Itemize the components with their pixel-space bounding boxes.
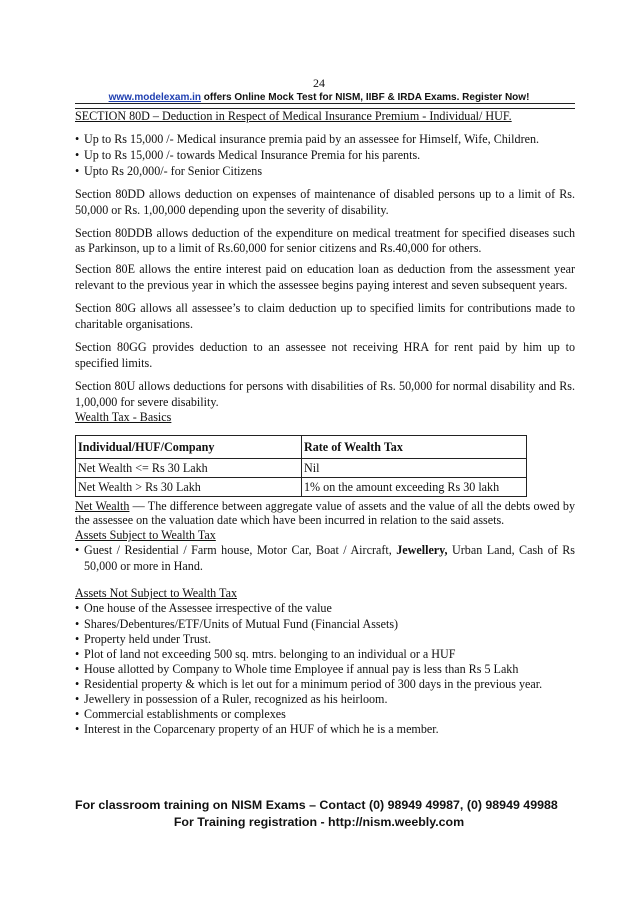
assets-not-subject-heading: Assets Not Subject to Wealth Tax bbox=[75, 586, 237, 601]
list-item: • Interest in the Coparcenary property of an HUF of which he is a member. bbox=[75, 722, 439, 737]
paragraph-80gg: Section 80GG provides deduction to an assessee not receiving HRA for rent paid by him up to specified limits. bbox=[75, 339, 575, 370]
paragraph-80u: Section 80U allows deductions for persons with disabilities of Rs. 50,000 for normal disability and Rs. 1,00,000 for severe disability. bbox=[75, 378, 575, 409]
list-item: • Property held under Trust. bbox=[75, 631, 211, 646]
footer-registration-line: For Training registration - http://nism.weebly.com bbox=[173, 815, 465, 829]
list-item: • Plot of land not exceeding 500 sq. mtrs. belonging to an individual or a HUF bbox=[75, 646, 456, 661]
table-header-row bbox=[76, 435, 527, 458]
net-wealth-term: Net Wealth bbox=[75, 498, 130, 513]
table-cell: 1% on the amount exceeding Rs 30 lakh bbox=[302, 477, 527, 496]
page-number: 24 bbox=[313, 76, 325, 90]
assets-subject-heading: Assets Subject to Wealth Tax bbox=[75, 527, 216, 542]
table-cell: Net Wealth > Rs 30 Lakh bbox=[76, 477, 302, 496]
table-row bbox=[76, 477, 527, 496]
paragraph-80ddb: Section 80DDB allows deduction of the expenditure on medical treatment for specified diseases such as Parkinson, up to a limit of Rs.60,000 for senior citizens and Rs.40,000 for others. bbox=[75, 225, 575, 256]
paragraph-80dd: Section 80DD allows deduction on expenses of maintenance of disabled persons up to a limit of Rs. 50,000 or Rs. 1,00,000 depending upon the severity of disability. bbox=[75, 186, 575, 217]
page-header bbox=[0, 92, 638, 103]
list-item: • Residential property & which is let out for a minimum period of 300 days in the previous year. bbox=[75, 676, 543, 691]
list-item: • Up to Rs 15,000 /- towards Medical Insurance Premia for his parents. bbox=[75, 147, 421, 162]
section-80d-list bbox=[75, 132, 575, 179]
list-item: • Upto Rs 20,000/- for Senior Citizens bbox=[75, 163, 263, 178]
table-header-cell: Individual/HUF/Company bbox=[76, 435, 302, 458]
list-item: • House allotted by Company to Whole time Employee if annual pay is less than Rs 5 Lakh bbox=[75, 661, 519, 676]
table-header-cell: Rate of Wealth Tax bbox=[302, 435, 527, 458]
list-item: • One house of the Assessee irrespective of the value bbox=[75, 601, 332, 616]
table-row bbox=[76, 458, 527, 477]
list-item: • Jewellery in possession of a Ruler, recognized as his heirloom. bbox=[75, 692, 388, 707]
net-wealth-text: — The difference between aggregate value of assets and the value of all the debts owed by the assessee on the valuation date which have been incurred in relation to the said assets. bbox=[75, 498, 575, 528]
header-tagline: offers Online Mock Test for NISM, IIBF & IRDA Exams. Register Now! bbox=[201, 92, 530, 103]
footer-contact-line: For classroom training on NISM Exams – Contact (0) 98949 49987, (0) 98949 49988 bbox=[75, 798, 558, 812]
table-cell: Nil bbox=[302, 458, 527, 477]
wealth-tax-table bbox=[75, 435, 527, 497]
table-cell: Net Wealth <= Rs 30 Lakh bbox=[76, 458, 302, 477]
list-item: • Guest / Residential / Farm house, Motor Car, Boat / Aircraft, Jewellery, Urban Land, Cash of Rs 50,000 or more in Hand. bbox=[75, 543, 575, 574]
paragraph-80e: Section 80E allows the entire interest paid on education loan as deduction from the assessment year relevant to the previous year in which the assessee begins paying interest and seven subsequent years. bbox=[75, 262, 575, 292]
net-wealth-definition bbox=[75, 499, 575, 528]
section-heading: SECTION 80D – Deduction in Respect of Medical Insurance Premium - Individual/ HUF. bbox=[75, 109, 512, 123]
wealth-tax-heading: Wealth Tax - Basics bbox=[75, 410, 172, 425]
header-site-link[interactable]: www.modelexam.in bbox=[108, 92, 202, 103]
list-item: • Commercial establishments or complexes bbox=[75, 707, 286, 722]
list-item: • Up to Rs 15,000 /- Medical insurance premia paid by an assessee for Himself, Wife, Children. bbox=[75, 132, 540, 147]
document-body bbox=[75, 109, 575, 737]
paragraph-80g: Section 80G allows all assessee’s to claim deduction up to specified limits for contributions made to charitable organisations. bbox=[75, 301, 575, 331]
list-item: • Shares/Debentures/ETF/Units of Mutual Fund (Financial Assets) bbox=[75, 616, 399, 631]
assets-not-subject-list bbox=[75, 601, 575, 737]
